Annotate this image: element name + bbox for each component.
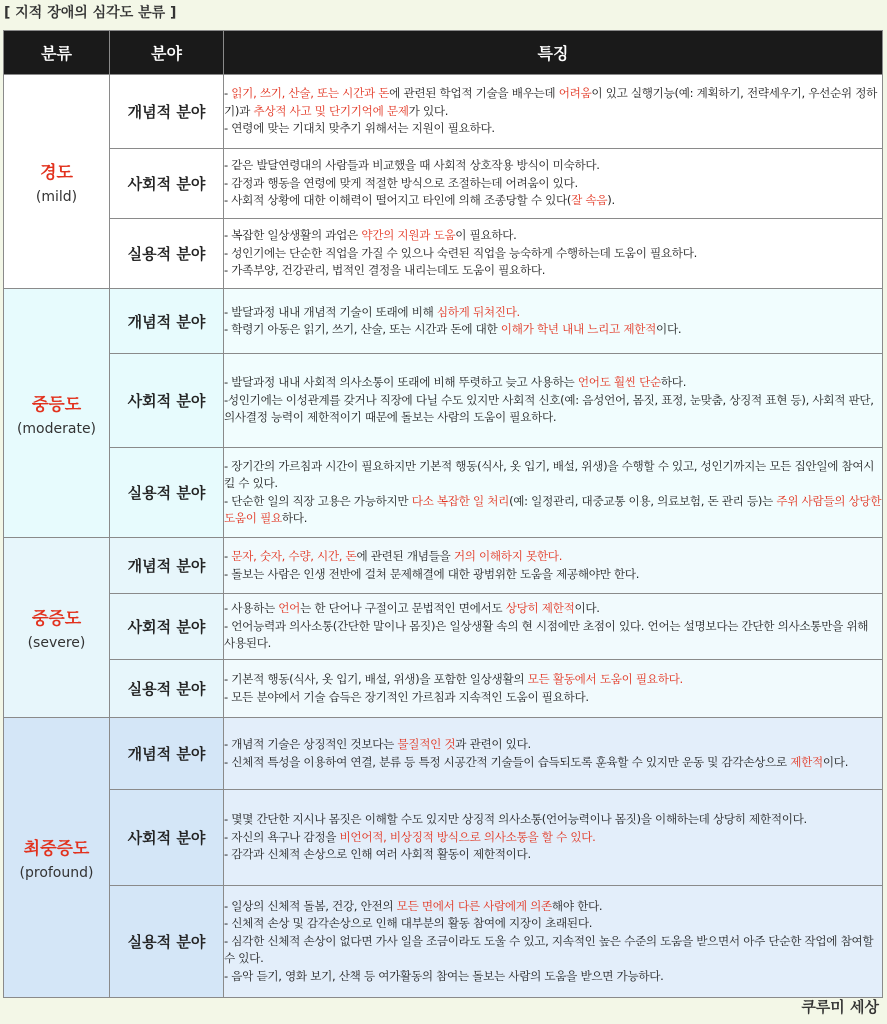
table-row — [4, 448, 883, 538]
text-segment: 이다. — [574, 601, 600, 616]
feature-line — [224, 245, 882, 262]
text-segment: 이다. — [656, 322, 682, 336]
table-row — [4, 718, 883, 790]
severity-level-name: 최중증도 — [23, 839, 90, 859]
highlighted-text: 언어 — [278, 601, 301, 616]
severity-level-english: (moderate) — [16, 420, 97, 437]
text-segment: - 개념적 기술은 상징적인 것보다는 — [224, 737, 398, 752]
feature-line — [224, 548, 882, 565]
text-segment: - 학령기 아동은 읽기, 쓰기, 산술, 또는 시간과 돈에 대한 — [224, 322, 501, 336]
text-segment: 하다. — [281, 510, 308, 525]
feature-cell — [224, 790, 883, 886]
highlighted-text: 상당히 제한적 — [505, 601, 575, 616]
feature-cell — [224, 718, 883, 790]
highlighted-text: 언어도 훨씬 단순 — [577, 375, 661, 390]
text-segment: - 자신의 욕구나 감정을 — [224, 829, 340, 844]
table-row — [4, 594, 883, 660]
highlighted-text: 다소 복잡한 일 처리 — [411, 493, 510, 508]
feature-cell — [224, 289, 883, 354]
highlighted-text: 추상적 사고 및 단기기억에 문제 — [253, 103, 409, 118]
feature-line — [224, 566, 882, 583]
feature-cell — [224, 149, 883, 219]
severity-level-profound — [4, 718, 110, 998]
header-category: 분류 — [4, 31, 110, 75]
text-segment: -성인기에는 이성관계를 갖거나 직장에 다닐 수도 있지만 사회적 신호(예: 음성언어, 몸짓, 표정, 눈맞춤, 상징적 표현 등), 사회적 판단, 의사결정 능력이 제한적이기 때문에 돌보는 사람의 도움이 필요하다. — [224, 392, 874, 425]
text-segment: 하다. — [660, 375, 687, 390]
severity-level-name: 경도 — [40, 163, 73, 183]
text-segment: - 몇몇 간단한 지시나 몸짓은 이해할 수도 있지만 상징적 의사소통(언어능력이나 몸짓)을 이해하는데 상당히 제한적이다. — [224, 812, 807, 827]
text-segment: 이 필요하다. — [455, 228, 517, 243]
feature-line — [224, 600, 882, 617]
area-cell: 사회적 분야 — [110, 594, 224, 660]
highlighted-text: 이해가 학년 내내 느리고 제한적 — [500, 322, 657, 336]
feature-line — [224, 321, 882, 338]
highlighted-text: 물질적인 것 — [397, 737, 456, 752]
highlighted-text: 주위 사람들의 상당한 도움이 필요 — [224, 493, 882, 525]
feature-line — [224, 689, 882, 706]
text-segment: 는 한 단어나 구절이고 문법적인 면에서도 — [300, 601, 506, 616]
text-segment: - 감정과 행동을 연령에 맞게 적절한 방식으로 조절하는데 어려움이 있다. — [224, 175, 578, 190]
severity-level-english: (mild) — [35, 189, 78, 205]
feature-line — [224, 915, 882, 932]
feature-line — [224, 493, 882, 528]
severity-level-severe — [4, 538, 110, 718]
text-segment: - 연령에 맞는 기대치 맞추기 위해서는 지원이 필요하다. — [224, 121, 495, 136]
text-segment: - 사회적 상황에 대한 이해력이 떨어지고 타인에 의해 조종당할 수 있다( — [224, 193, 572, 208]
table-row — [4, 790, 883, 886]
text-segment: - 복잡한 일상생활의 과업은 — [224, 228, 362, 243]
highlighted-text: 심하게 뒤쳐진다. — [436, 304, 520, 319]
text-segment: - — [224, 86, 232, 101]
text-segment: 이 있고 실행기능(예: 계획하기, 전략세우기, 우선순위 정하기)과 — [224, 86, 878, 118]
text-segment: - 발달과정 내내 개념적 기술이 또래에 비해 — [224, 304, 437, 319]
highlighted-text: 모든 면에서 다른 사람에게 의존 — [396, 899, 552, 914]
feature-line — [224, 736, 882, 753]
feature-line — [224, 458, 882, 493]
area-cell: 실용적 분야 — [110, 660, 224, 718]
feature-cell — [224, 538, 883, 594]
feature-line — [224, 175, 882, 192]
text-segment: - 장기간의 가르침과 시간이 필요하지만 기본적 행동(식사, 옷 입기, 배설, 위생)을 수행할 수 있고, 성인기까지는 모든 집안일에 참여시킬 수 있다. — [224, 458, 875, 491]
table-row — [4, 354, 883, 448]
highlighted-text: 거의 이해하지 못한다. — [453, 549, 563, 564]
text-segment: - 돌보는 사람은 인생 전반에 걸쳐 문제해결에 대한 광범위한 도움을 제공해야만 한다. — [224, 566, 640, 581]
text-segment: - 발달과정 내내 사회적 의사소통이 또래에 비해 뚜렷하고 늦고 사용하는 — [224, 375, 578, 390]
feature-line — [224, 898, 882, 915]
feature-line — [224, 85, 882, 120]
table-row — [4, 75, 883, 149]
text-segment: - 감각과 신체적 손상으로 인해 여러 사회적 활동이 제한적이다. — [224, 847, 531, 862]
text-segment: 이다. — [822, 754, 849, 769]
feature-cell — [224, 448, 883, 538]
table-row — [4, 289, 883, 354]
severity-level-english: (severe) — [27, 635, 86, 651]
feature-cell — [224, 660, 883, 718]
area-cell: 사회적 분야 — [110, 149, 224, 219]
area-cell: 개념적 분야 — [110, 75, 224, 149]
text-segment: - 음악 듣기, 영화 보기, 산책 등 여가활동의 참여는 돌보는 사람의 도움을 받으면 가능하다. — [224, 968, 664, 983]
page-title: [ 지적 장애의 심각도 분류 ] — [4, 5, 177, 21]
table-row — [4, 660, 883, 718]
area-cell: 개념적 분야 — [110, 289, 224, 354]
text-segment: (예: 일정관리, 대중교통 이용, 의료보험, 돈 관리 등)는 — [509, 493, 777, 508]
highlighted-text: 문자, 숫자, 수량, 시간, 돈 — [231, 549, 357, 564]
footer-credit: 쿠루미 세상 — [801, 998, 879, 1016]
text-segment: - 가족부양, 건강관리, 법적인 결정을 내리는데도 도움이 필요하다. — [224, 263, 546, 278]
feature-line — [224, 392, 882, 427]
feature-line — [224, 157, 882, 174]
feature-line — [224, 618, 882, 653]
text-segment: 해야 한다. — [551, 899, 603, 914]
highlighted-text: 읽기, 쓰기, 산술, 또는 시간과 돈 — [231, 86, 390, 101]
severity-level-mild — [4, 75, 110, 289]
text-segment: ). — [607, 193, 615, 208]
header-area: 분야 — [110, 31, 224, 75]
feature-line — [224, 968, 882, 985]
table-row — [4, 149, 883, 219]
highlighted-text: 모든 활동에서 도움이 필요하다. — [527, 672, 683, 687]
text-segment: - 신체적 손상 및 감각손상으로 인해 대부분의 활동 참여에 지장이 초래된다. — [224, 916, 593, 931]
feature-cell — [224, 594, 883, 660]
feature-cell — [224, 75, 883, 149]
feature-cell — [224, 886, 883, 998]
severity-level-name: 중증도 — [31, 609, 82, 629]
area-cell: 실용적 분야 — [110, 219, 224, 289]
text-segment: - 언어능력과 의사소통(간단한 말이나 몸짓)은 일상생활 속의 현 시점에만 초점이 있다. 언어는 설명보다는 간단한 의사소통만을 위해 사용된다. — [224, 618, 869, 651]
feature-line — [224, 120, 882, 137]
feature-line — [224, 192, 882, 209]
feature-cell — [224, 219, 883, 289]
feature-line — [224, 227, 882, 244]
feature-line — [224, 846, 882, 863]
area-cell: 실용적 분야 — [110, 886, 224, 998]
feature-line — [224, 304, 882, 321]
area-cell: 개념적 분야 — [110, 718, 224, 790]
header-row — [4, 31, 883, 75]
feature-line — [224, 374, 882, 391]
highlighted-text: 비언어적, 비상징적 방식으로 의사소통을 할 수 있다. — [339, 829, 596, 844]
highlighted-text: 잘 속음 — [571, 193, 608, 208]
text-segment: 과 관련이 있다. — [455, 737, 531, 752]
text-segment: - 신체적 특성을 이용하여 연결, 분류 등 특정 시공간적 기술들이 습득되도록 훈육할 수 있지만 운동 및 감각손상으로 — [224, 754, 791, 769]
text-segment: - 사용하는 — [224, 601, 279, 616]
table-row — [4, 219, 883, 289]
feature-line — [224, 754, 882, 771]
text-segment: - 기본적 행동(식사, 옷 입기, 배설, 위생)을 포함한 일상생활의 — [224, 672, 528, 687]
area-cell: 사회적 분야 — [110, 354, 224, 448]
area-cell: 개념적 분야 — [110, 538, 224, 594]
feature-line — [224, 829, 882, 846]
text-segment: 에 관련된 개념들을 — [356, 549, 454, 564]
text-segment: - 일상의 신체적 돌봄, 건강, 안전의 — [224, 899, 397, 914]
text-segment: - 모든 분야에서 기술 습득은 장기적인 가르침과 지속적인 도움이 필요하다. — [224, 689, 589, 704]
text-segment: - 심각한 신체적 손상이 없다면 가사 일을 조금이라도 도울 수 있고, 지속적인 높은 수준의 도움을 받으면서 아주 단순한 작업에 참여할 수 있다. — [224, 933, 874, 966]
highlighted-text: 제한적 — [790, 754, 823, 769]
feature-line — [224, 933, 882, 968]
area-cell: 사회적 분야 — [110, 790, 224, 886]
text-segment: 에 관련된 학업적 기술을 배우는데 — [389, 86, 559, 101]
text-segment: - 단순한 일의 직장 고용은 가능하지만 — [224, 493, 412, 508]
feature-line — [224, 262, 882, 279]
text-segment: - 성인기에는 단순한 직업을 가질 수 있으나 숙련된 직업을 능숙하게 수행하는데 도움이 필요하다. — [224, 245, 697, 260]
text-segment: - — [224, 549, 232, 564]
table-body — [4, 75, 883, 998]
severity-level-english: (profound) — [19, 865, 94, 881]
highlighted-text: 약간의 지원과 도움 — [361, 228, 456, 243]
severity-table — [3, 30, 883, 998]
table-row — [4, 538, 883, 594]
feature-line — [224, 811, 882, 828]
severity-level-name: 중등도 — [31, 394, 82, 415]
highlighted-text: 어려움 — [558, 86, 592, 101]
area-cell: 실용적 분야 — [110, 448, 224, 538]
text-segment: - 같은 발달연령대의 사람들과 비교했을 때 사회적 상호작용 방식이 미숙하다. — [224, 158, 600, 173]
table-row — [4, 886, 883, 998]
feature-line — [224, 671, 882, 688]
text-segment: 가 있다. — [408, 103, 449, 118]
feature-cell — [224, 354, 883, 448]
header-feature: 특징 — [224, 31, 883, 75]
severity-level-moderate — [4, 289, 110, 538]
